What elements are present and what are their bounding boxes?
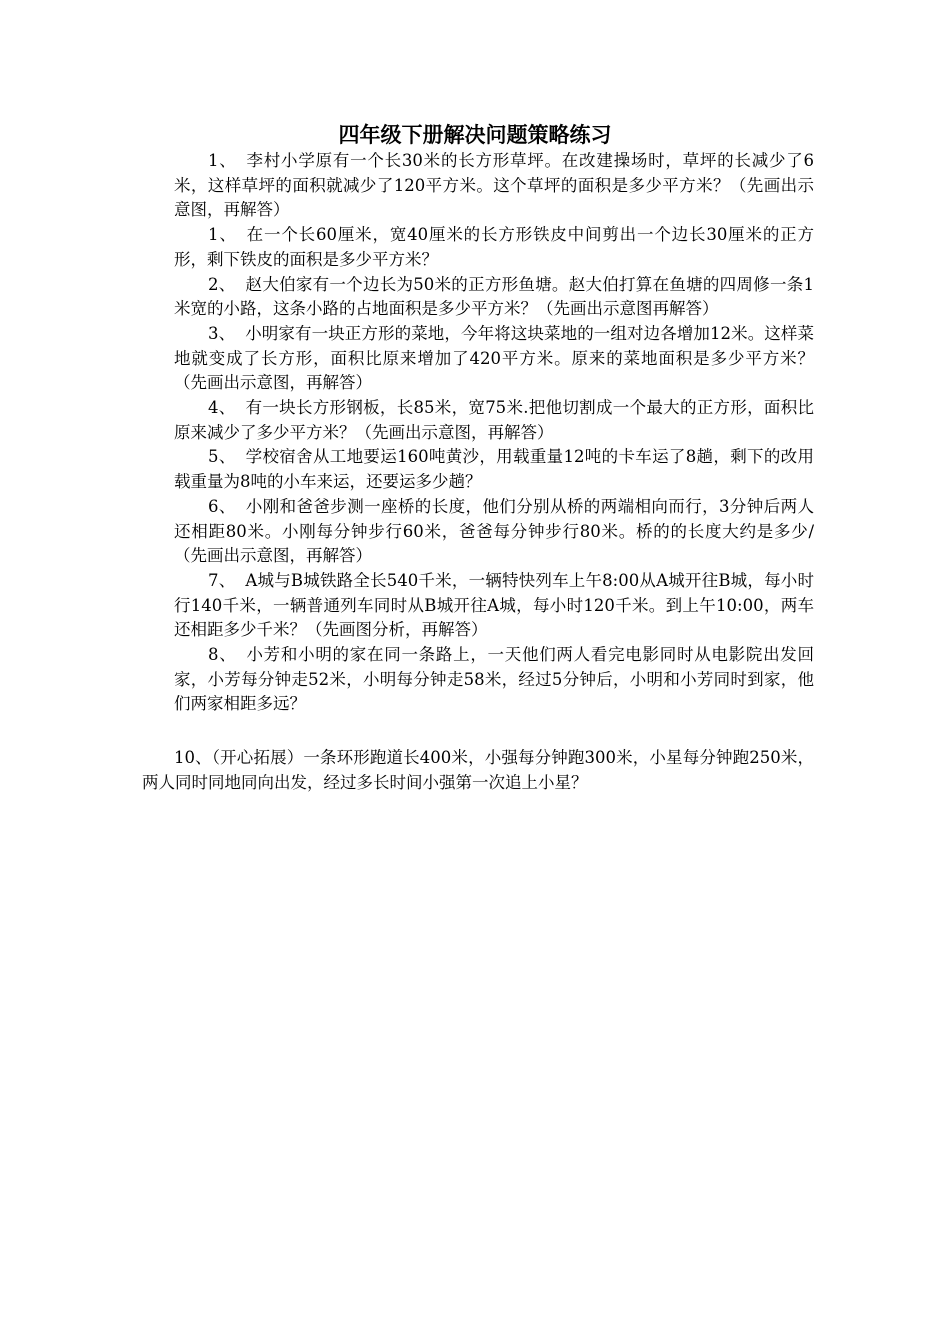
problem-item xyxy=(174,495,814,569)
problem-number: 3、 xyxy=(208,323,236,343)
problem-text: A城与B城铁路全长540千米，一辆特快列车上午8:00从A城开往B城，每小时行140千米，一辆普通列车同时从B城开往A城，每小时120千米。到上午10:00，两车还相距多少千米？（先画图分析，再解答） xyxy=(174,570,814,640)
problem-number: 2、 xyxy=(208,274,236,294)
extension-number: 10、 xyxy=(174,748,212,767)
problem-number: 4、 xyxy=(208,398,236,418)
problem-text: 赵大伯家有一个边长为50米的正方形鱼塘。赵大伯打算在鱼塘的四周修一条1米宽的小路，这条小路的占地面积是多少平方米？（先画出示意图再解答） xyxy=(174,274,814,319)
problem-number: 5、 xyxy=(208,447,236,467)
problem-number: 8、 xyxy=(208,645,237,665)
problem-text: 小明家有一块正方形的菜地，今年将这块菜地的一组对边各增加12米。这样菜地就变成了长方形，面积比原来增加了420平方米。原来的菜地面积是多少平方米？（先画出示意图，再解答） xyxy=(174,323,814,393)
document-title: 四年级下册解决问题策略练习 xyxy=(338,122,612,147)
problem-item xyxy=(174,149,814,223)
problem-text: 学校宿舍从工地要运160吨黄沙，用载重量12吨的卡车运了8趟，剩下的改用载重量为8吨的小车来运，还要运多少趟？ xyxy=(174,447,814,492)
problem-number: 6、 xyxy=(208,496,236,516)
problem-number: 7、 xyxy=(208,570,236,590)
extension-problem xyxy=(142,746,814,795)
problem-text: 李村小学原有一个长30米的长方形草坪。在改建操场时，草坪的长减少了6米，这样草坪的面积就减少了120平方米。这个草坪的面积是多少平方米？（先画出示意图，再解答） xyxy=(174,151,814,220)
problem-item xyxy=(174,569,814,643)
problem-item xyxy=(174,396,814,445)
problem-text: 小刚和爸爸步测一座桥的长度，他们分别从桥的两端相向而行，3分钟后两人还相距80米。小刚每分钟步行60米，爸爸每分钟步行80米。桥的的长度大约是多少/（先画出示意图，再解答） xyxy=(174,496,815,566)
problem-number: 1、 xyxy=(208,225,237,245)
problem-text: 小芳和小明的家在同一条路上，一天他们两人看完电影同时从电影院出发回家，小芳每分钟走52米，小明每分钟走58米，经过5分钟后，小明和小芳同时到家，他们两家相距多远？ xyxy=(174,645,815,714)
problem-item xyxy=(174,445,814,494)
problem-item xyxy=(174,322,814,396)
problem-number: 1、 xyxy=(208,151,237,170)
problem-text: 在一个长60厘米，宽40厘米的长方形铁皮中间剪出一个边长30厘米的正方形，剩下铁皮的面积是多少平方米？ xyxy=(174,225,814,269)
problem-item xyxy=(174,643,814,717)
problem-text: 有一块长方形钢板，长85米，宽75米.把他切割成一个最大的正方形，面积比原来减少了多少平方米？（先画出示意图，再解答） xyxy=(174,398,814,442)
extension-text: （开心拓展）一条环形跑道长400米，小强每分钟跑300米，小星每分钟跑250米，两人同时同地同向出发，经过多长时间小强第一次追上小星？ xyxy=(142,748,815,792)
problem-list xyxy=(174,149,814,717)
problem-item xyxy=(174,273,814,322)
problem-item xyxy=(174,223,814,272)
